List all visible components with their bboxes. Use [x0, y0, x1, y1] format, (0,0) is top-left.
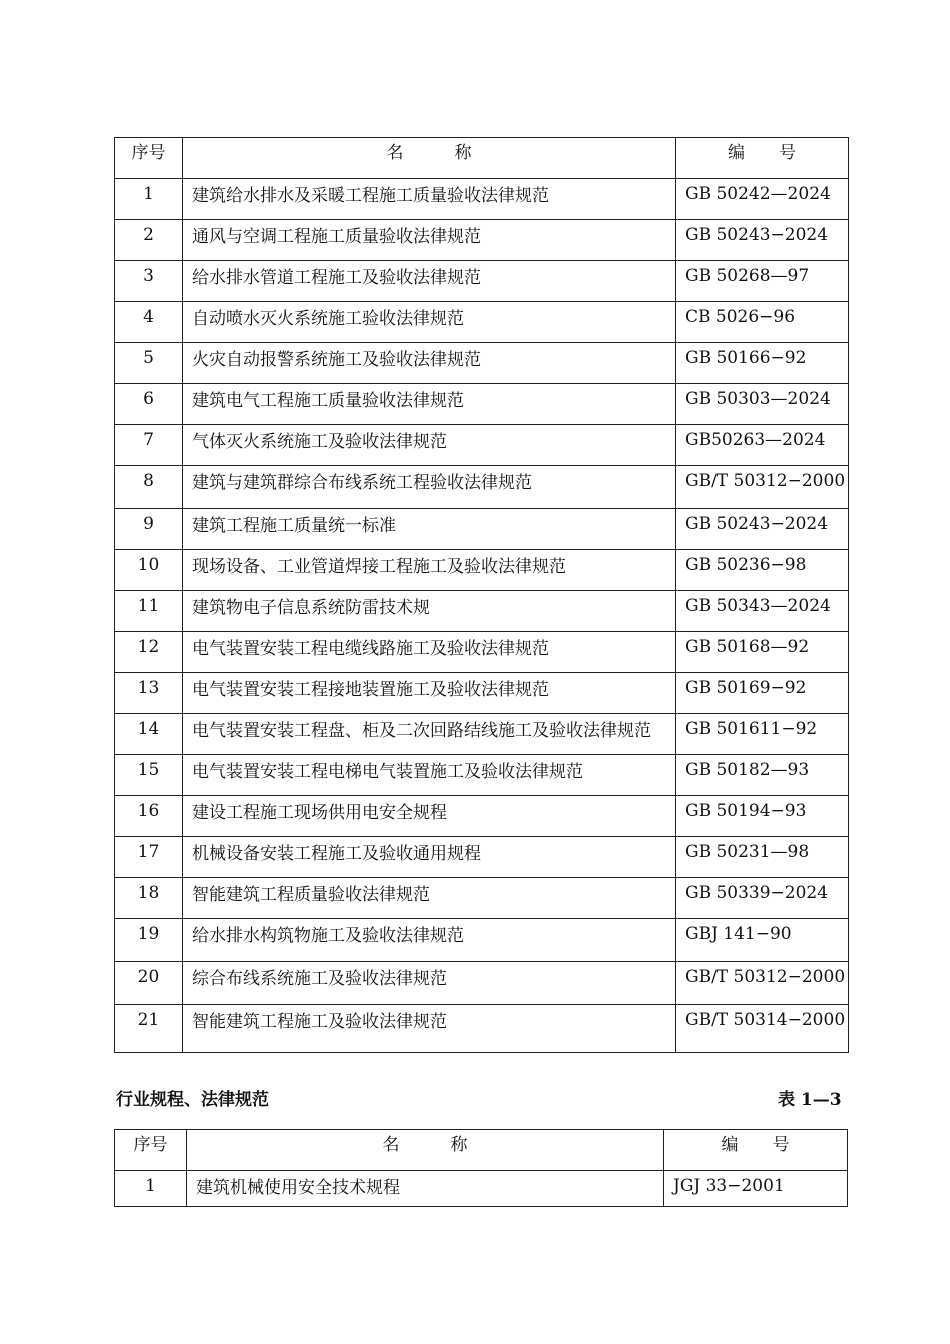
header-name: 名 称 — [183, 138, 676, 179]
row-no: 10 — [115, 550, 183, 591]
table-row — [115, 509, 849, 550]
table-row — [115, 714, 849, 755]
row-no: 1 — [115, 179, 183, 220]
row-name: 气体灭火系统施工及验收法律规范 — [183, 425, 676, 466]
table-row — [115, 179, 849, 220]
row-code: GB 501611−92 — [676, 714, 849, 755]
table-row — [115, 591, 849, 632]
row-code: GB 50166−92 — [676, 343, 849, 384]
header-code: 编 号 — [664, 1130, 848, 1171]
row-no: 3 — [115, 261, 183, 302]
row-code: GBJ 141−90 — [676, 919, 849, 962]
row-code: GB/T 50312−2000 — [676, 466, 849, 509]
row-name: 火灾自动报警系统施工及验收法律规范 — [183, 343, 676, 384]
row-name: 电气装置安装工程盘、柜及二次回路结线施工及验收法律规范 — [183, 714, 676, 755]
table-row — [115, 837, 849, 878]
header-name: 名 称 — [187, 1130, 664, 1171]
row-code: GB 50339−2024 — [676, 878, 849, 919]
row-no: 4 — [115, 302, 183, 343]
table-row — [115, 796, 849, 837]
row-name: 电气装置安装工程电梯电气装置施工及验收法律规范 — [183, 755, 676, 796]
table-header-row — [115, 1130, 848, 1171]
row-no: 9 — [115, 509, 183, 550]
row-name: 建筑与建筑群综合布线系统工程验收法律规范 — [183, 466, 676, 509]
row-name: 电气装置安装工程电缆线路施工及验收法律规范 — [183, 632, 676, 673]
row-no: 6 — [115, 384, 183, 425]
table-row — [115, 343, 849, 384]
row-name: 智能建筑工程施工及验收法律规范 — [183, 1005, 676, 1053]
table-row — [115, 1171, 848, 1207]
row-no: 15 — [115, 755, 183, 796]
row-name: 建筑机械使用安全技术规程 — [187, 1171, 664, 1207]
row-no: 1 — [115, 1171, 187, 1207]
row-code: GB 50194−93 — [676, 796, 849, 837]
table-row — [115, 673, 849, 714]
table-row — [115, 1005, 849, 1053]
row-name: 通风与空调工程施工质量验收法律规范 — [183, 220, 676, 261]
row-code: GB 50231—98 — [676, 837, 849, 878]
row-no: 11 — [115, 591, 183, 632]
row-code: GB 50168—92 — [676, 632, 849, 673]
row-code: GB 50236−98 — [676, 550, 849, 591]
table-row — [115, 632, 849, 673]
row-name: 给水排水管道工程施工及验收法律规范 — [183, 261, 676, 302]
row-no: 17 — [115, 837, 183, 878]
row-no: 16 — [115, 796, 183, 837]
table-row — [115, 425, 849, 466]
row-no: 7 — [115, 425, 183, 466]
row-code: GB 50243−2024 — [676, 509, 849, 550]
row-name: 电气装置安装工程接地装置施工及验收法律规范 — [183, 673, 676, 714]
table-row — [115, 466, 849, 509]
table-label: 表 1—3 — [778, 1090, 842, 1110]
row-name: 建筑物电子信息系统防雷技术规 — [183, 591, 676, 632]
row-no: 14 — [115, 714, 183, 755]
row-code: GB 50169−92 — [676, 673, 849, 714]
table-row — [115, 302, 849, 343]
header-no: 序号 — [115, 138, 183, 179]
row-name: 建筑电气工程施工质量验收法律规范 — [183, 384, 676, 425]
section-title: 行业规程、法律规范 — [116, 1090, 269, 1110]
row-code: GB 50242—2024 — [676, 179, 849, 220]
row-code: CB 5026−96 — [676, 302, 849, 343]
row-code: GB 50268—97 — [676, 261, 849, 302]
table-row — [115, 384, 849, 425]
industry-standards-table-body — [115, 1130, 848, 1207]
row-code: GB 50243−2024 — [676, 220, 849, 261]
header-code: 编 号 — [676, 138, 849, 179]
table-row — [115, 261, 849, 302]
standards-table-body — [115, 138, 849, 1053]
table-row — [115, 962, 849, 1005]
row-no: 12 — [115, 632, 183, 673]
row-code: GB 50343—2024 — [676, 591, 849, 632]
row-no: 21 — [115, 1005, 183, 1053]
row-name: 建筑工程施工质量统一标准 — [183, 509, 676, 550]
table-header-row — [115, 138, 849, 179]
row-name: 现场设备、工业管道焊接工程施工及验收法律规范 — [183, 550, 676, 591]
row-code: GB 50303—2024 — [676, 384, 849, 425]
row-no: 19 — [115, 919, 183, 962]
row-name: 给水排水构筑物施工及验收法律规范 — [183, 919, 676, 962]
row-name: 机械设备安装工程施工及验收通用规程 — [183, 837, 676, 878]
table-row — [115, 755, 849, 796]
header-no: 序号 — [115, 1130, 187, 1171]
row-code: JGJ 33−2001 — [664, 1171, 848, 1207]
row-no: 5 — [115, 343, 183, 384]
row-code: GB50263—2024 — [676, 425, 849, 466]
row-no: 2 — [115, 220, 183, 261]
row-no: 18 — [115, 878, 183, 919]
table-row — [115, 220, 849, 261]
standards-table — [114, 137, 849, 1053]
row-name: 自动喷水灭火系统施工验收法律规范 — [183, 302, 676, 343]
row-name: 建筑给水排水及采暖工程施工质量验收法律规范 — [183, 179, 676, 220]
table-row — [115, 919, 849, 962]
row-name: 智能建筑工程质量验收法律规范 — [183, 878, 676, 919]
table-row — [115, 878, 849, 919]
row-code: GB 50182—93 — [676, 755, 849, 796]
row-no: 8 — [115, 466, 183, 509]
industry-standards-table — [114, 1129, 848, 1207]
table-row — [115, 550, 849, 591]
row-name: 综合布线系统施工及验收法律规范 — [183, 962, 676, 1005]
row-no: 20 — [115, 962, 183, 1005]
row-name: 建设工程施工现场供用电安全规程 — [183, 796, 676, 837]
row-code: GB/T 50314−2000 — [676, 1005, 849, 1053]
row-code: GB/T 50312−2000 — [676, 962, 849, 1005]
row-no: 13 — [115, 673, 183, 714]
